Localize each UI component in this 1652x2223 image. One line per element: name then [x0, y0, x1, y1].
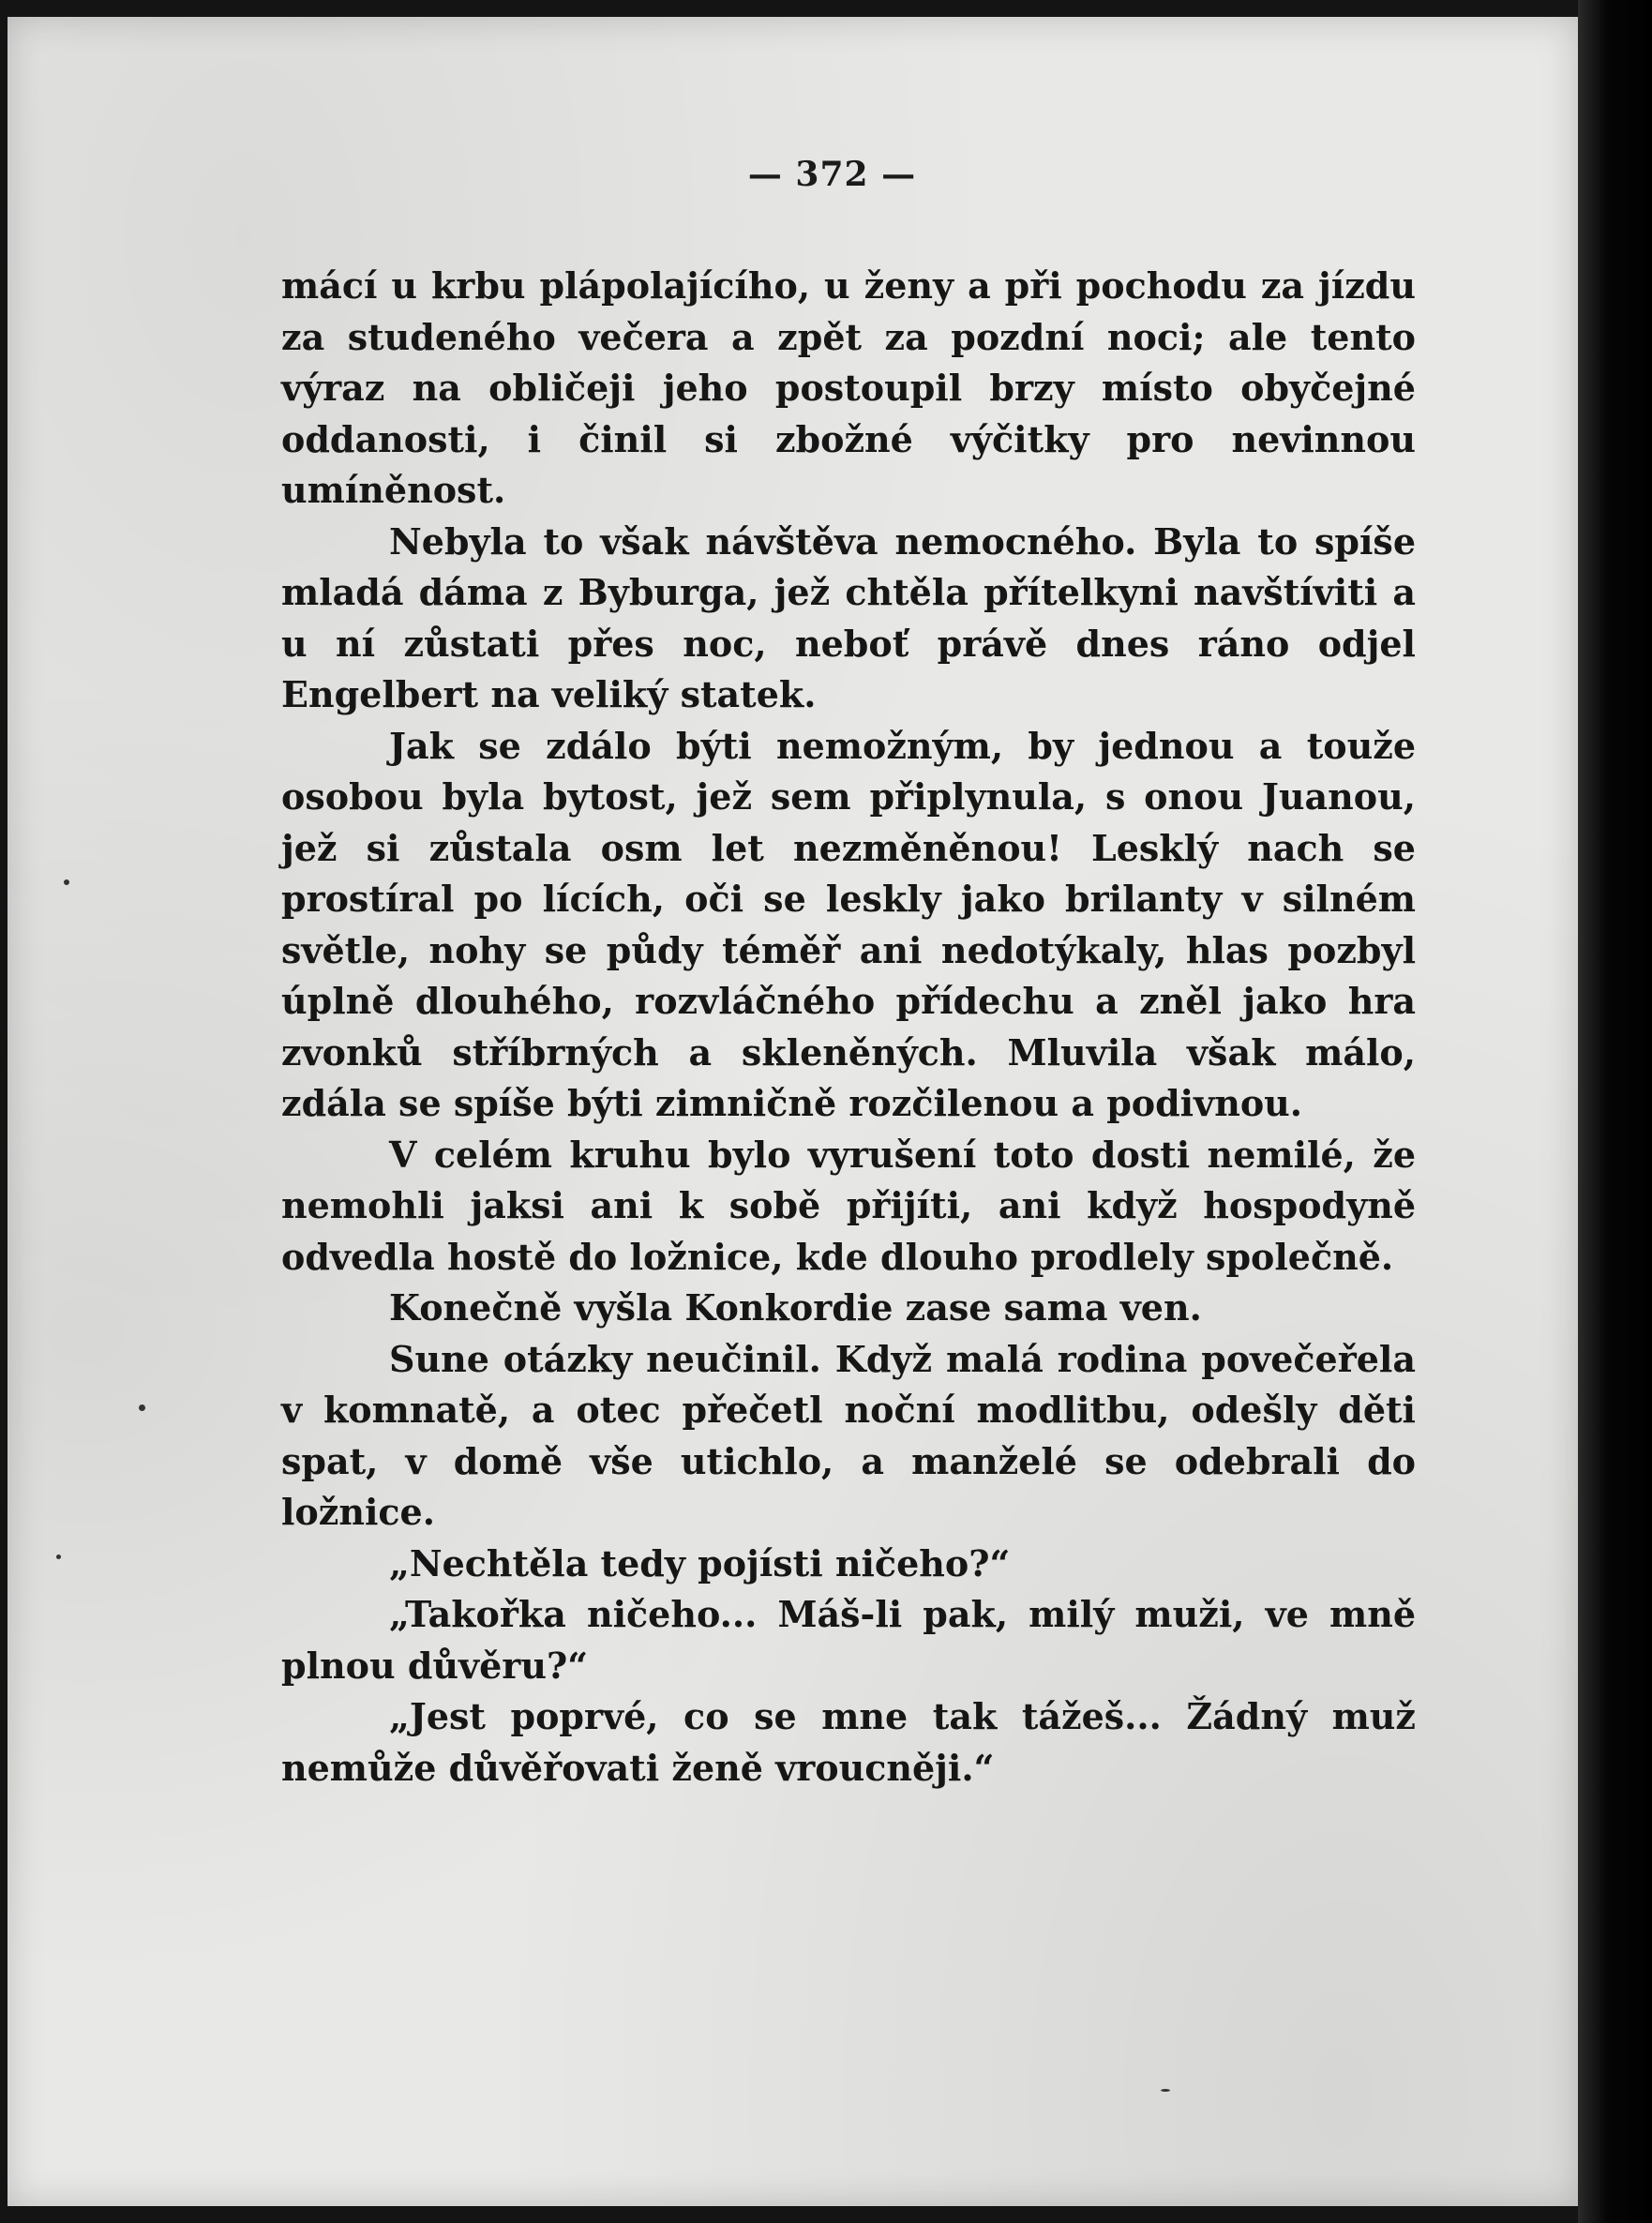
dialogue-line: „Takořka ničeho... Máš-li pak, milý muži, ve mně plnou důvěru?“ [281, 1593, 1416, 1687]
page-edge-shadow [1578, 0, 1652, 2223]
scan-speck [1161, 2089, 1170, 2092]
paragraph: mácí u krbu plápolajícího, u ženy a při pochodu za jízdu za studeného večera a zpět za pozdní noci; ale tento výraz na obličeji jeho postoupil brzy místo obyčejné oddanosti, i činil si zbožné výčitky pro nevinnou umíněnost. [281, 264, 1416, 511]
dialogue-line: „Nechtěla tedy pojísti ničeho?“ [389, 1541, 1011, 1585]
scan-speck [56, 1555, 61, 1559]
paragraph: Sune otázky neučinil. Když malá rodina povečeřela v komnatě, a otec přečetl noční modlitbu, odešly děti spat, v domě vše utichlo, a manželé se odebrali do ložnice. [281, 1337, 1416, 1533]
page-body-text [281, 261, 1416, 1794]
paragraph: Nebyla to však návštěva nemocného. Byla to spíše mladá dáma z Byburga, jež chtěla přítelkyni navštíviti a u ní zůstati přes noc, neboť právě dnes ráno odjel Engelbert na veliký statek. [281, 519, 1416, 715]
paragraph: Jak se zdálo býti nemožným, by jednou a touže osobou byla bytost, jež sem připlynula, s onou Juanou, jež si zůstala osm let nezměněnou! Lesklý nach se prostíral po lících, oči se leskly jako brilanty v silném světle, nohy se půdy téměř ani nedotýkaly, hlas pozbyl úplně dlouhého, rozvláčného přídechu a zněl jako hra zvonků stříbrných a skleněných. Mluvila však málo, zdála se spíše býti zimničně rozčilenou a podivnou. [281, 724, 1416, 1124]
scan-speck [64, 879, 69, 885]
paragraph: V celém kruhu bylo vyrušení toto dosti nemilé, že nemohli jaksi ani k sobě přijíti, ani když hospodyně odvedla hostě do ložnice, kde dlouho prodlely společně. [281, 1133, 1416, 1278]
paragraph: Konečně vyšla Konkordie zase sama ven. [389, 1286, 1202, 1329]
dialogue-line: „Jest poprvé, co se mne tak tážeš... Žádný muž nemůže důvěřovati ženě vroucněji.“ [281, 1695, 1416, 1789]
scan-speck [139, 1404, 145, 1411]
page-number: — 372 — [747, 155, 917, 194]
